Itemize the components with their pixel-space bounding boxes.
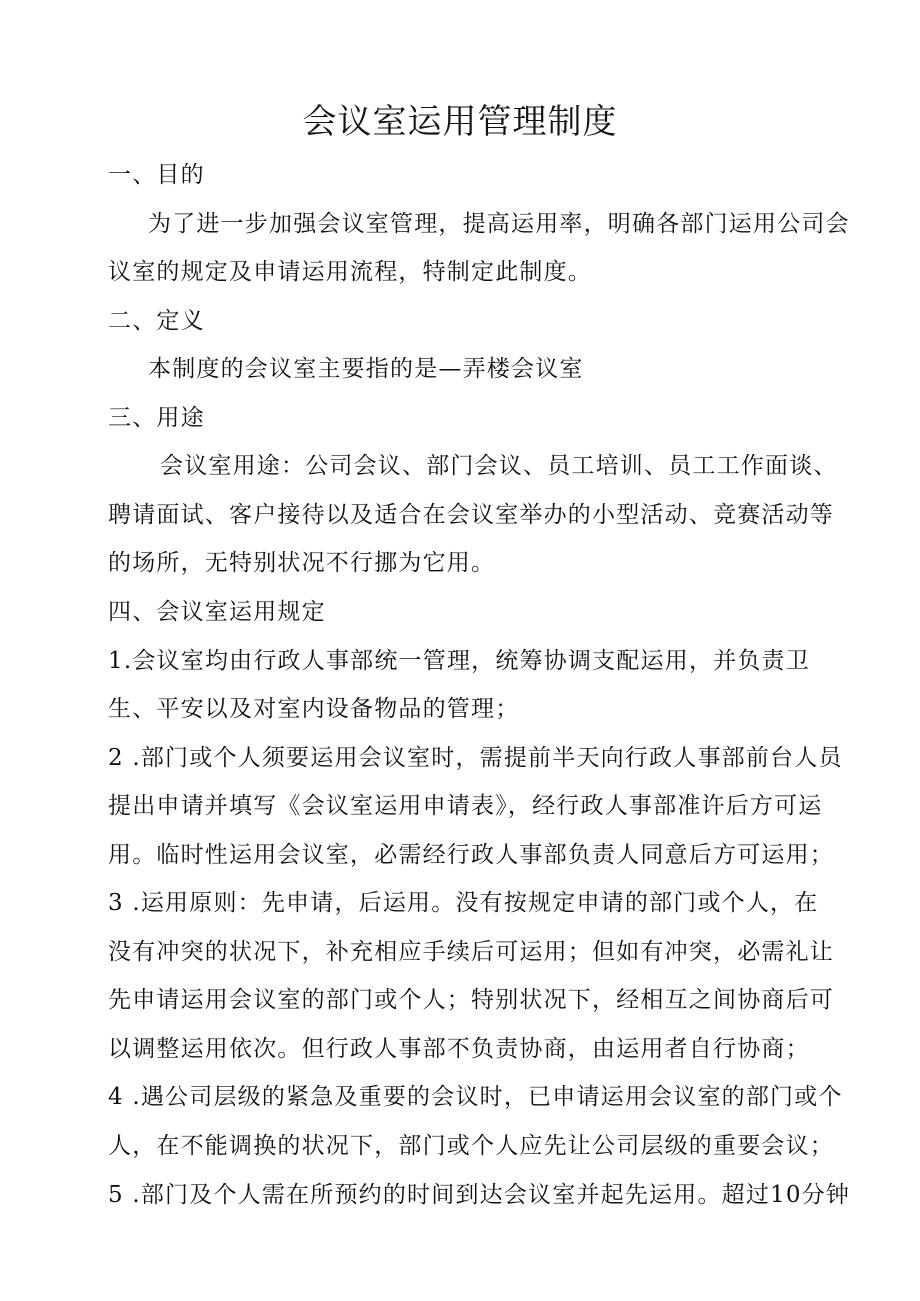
rule-line: 3 .运用原则：先申请，后运用。没有按规定申请的部门或个人，在 — [108, 890, 819, 916]
section-heading-usage: 三、用途 — [108, 405, 205, 431]
rule-line: 以调整运用依次。但行政人事部不负责协商，由运用者自行协商； — [108, 1036, 810, 1062]
rule-line: 人，在不能调换的状况下，部门或个人应先让公司层级的重要会议； — [108, 1133, 834, 1159]
paragraph-line: 议室的规定及申请运用流程，特制定此制度。 — [108, 259, 592, 285]
rule-line: 用。临时性运用会议室，必需经行政人事部负责人同意后方可运用； — [108, 842, 834, 868]
rule-line: 先申请运用会议室的部门或个人；特别状况下，经相互之间协商后可 — [108, 987, 834, 1013]
rule-line: 4 .遇公司层级的紧急及重要的会议时，已申请运用会议室的部门或个 — [108, 1084, 843, 1110]
paragraph-line: 为了进一步加强会议室管理，提高运用率，明确各部门运用公司会 — [148, 211, 850, 237]
rule-line: 提出申请并填写《会议室运用申请表》，经行政人事部准许后方可运 — [108, 793, 823, 819]
document-title: 会议室运用管理制度 — [302, 102, 618, 142]
paragraph-line: 会议室用途：公司会议、部门会议、员工培训、员工工作面谈、 — [160, 453, 838, 479]
rule-line: 没有冲突的状况下，补充相应手续后可运用；但如有冲突，必需礼让 — [108, 939, 834, 965]
rule-line: 2 .部门或个人须要运用会议室时，需提前半天向行政人事部前台人员 — [108, 745, 843, 771]
rule-line: 5 .部门及个人需在所预约的时间到达会议室并起先运用。超过10分钟 — [108, 1182, 851, 1208]
paragraph-line: 本制度的会议室主要指的是—弄楼会议室 — [148, 356, 584, 382]
section-heading-rules: 四、会议室运用规定 — [108, 599, 326, 625]
section-heading-definition: 二、定义 — [108, 308, 205, 334]
rule-line: 生、平安以及对室内设备物品的管理； — [108, 696, 520, 722]
section-heading-purpose: 一、目的 — [108, 162, 205, 188]
rule-line: 1.会议室均由行政人事部统一管理，统筹协调支配运用，并负责卫 — [108, 648, 810, 674]
paragraph-line: 聘请面试、客户接待以及适合在会议室举办的小型活动、竞赛活动等 — [108, 502, 834, 528]
paragraph-line: 的场所，无特别状况不行挪为它用。 — [108, 550, 496, 576]
